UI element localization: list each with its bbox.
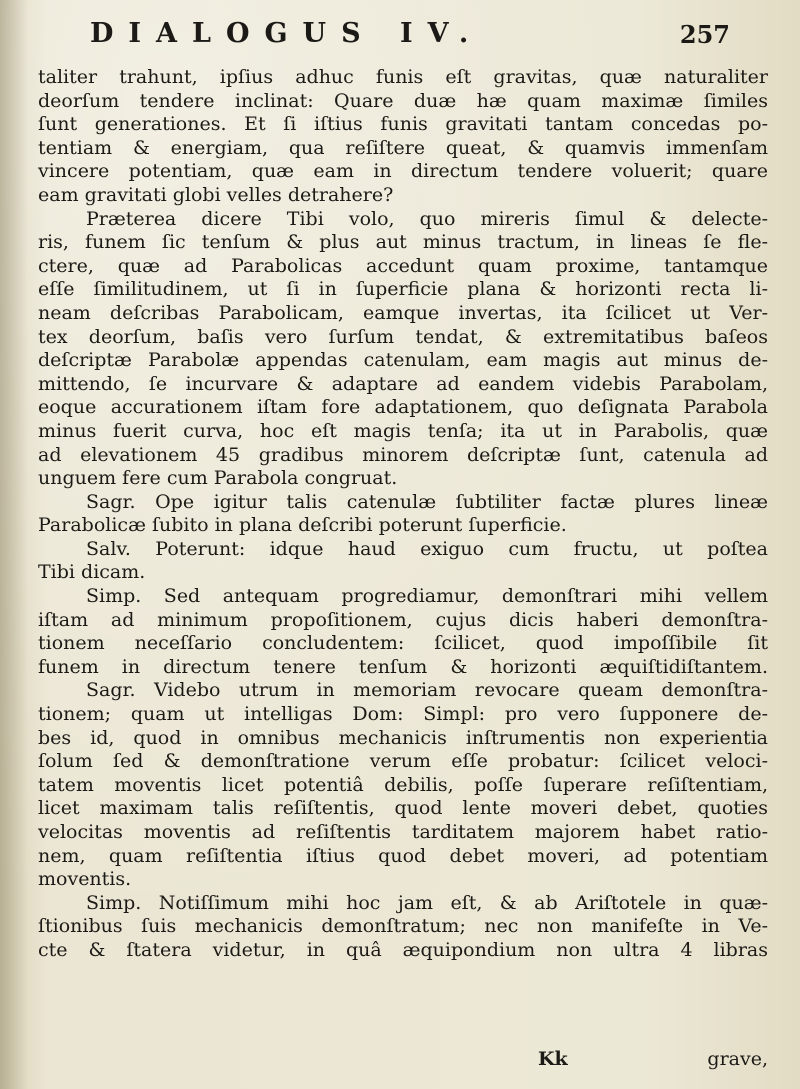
text-line: tionem; quam ut intelligas Dom: Simpl: pro vero ſupponere de- bbox=[38, 703, 768, 726]
text-line: ſolum ſed & demonſtratione verum eſſe probatur: ſcilicet veloci- bbox=[38, 750, 768, 773]
text-line: tex deorſum, baſis vero ſurſum tendat, & extremitatibus baſeos bbox=[38, 325, 768, 348]
text-line: moventis. bbox=[38, 868, 132, 891]
text-line: ſunt generationes. Et ſi iſtius funis gravitati tantam concedas po- bbox=[38, 113, 768, 136]
text-line: Simp. Sed antequam progrediamur, demonſtrari mihi vellem bbox=[86, 585, 768, 608]
page-footer bbox=[38, 1048, 768, 1076]
text-line: Parabolicæ ſubito in plana deſcribi poterunt ſuperficie. bbox=[38, 514, 567, 537]
text-line: taliter trahunt, ipſius adhuc funis eſt gravitas, quæ naturaliter bbox=[38, 66, 768, 88]
text-line: deorſum tendere inclinat: Quare duæ hæ quam maximæ ſimiles bbox=[38, 89, 768, 112]
text-line: bes id, quod in omnibus mechanicis inſtrumentis non experientia bbox=[38, 726, 768, 749]
text-line: nem, quam reſiſtentia iſtius quod debet moveri, ad potentiam bbox=[38, 844, 768, 867]
signature-mark: Kk bbox=[538, 1048, 568, 1070]
text-line: eoque accurationem iſtam fore adaptationem, quo deſignata Parabola bbox=[38, 396, 768, 419]
text-line: ris, funem ſic tenſum & plus aut minus tractum, in lineas ſe fle- bbox=[38, 231, 768, 254]
text-line: velocitas moventis ad reſiſtentis tarditatem majorem habet ratio- bbox=[38, 821, 768, 843]
text-line: minus fuerit curva, hoc eſt magis tenſa; ita ut in Parabolis, quæ bbox=[38, 419, 768, 442]
running-head bbox=[90, 18, 730, 54]
text-line: vincere potentiam, quæ eam in directum tendere voluerit; quare bbox=[38, 160, 768, 183]
text-line: ſtionibus ſuis mechanicis demonſtratum; nec non manifeſte in Ve- bbox=[38, 915, 768, 938]
text-line: iſtam ad minimum propoſitionem, cujus dicis haberi demonſtra- bbox=[38, 608, 768, 631]
text-line: eam gravitati globi velles detrahere? bbox=[38, 183, 394, 206]
text-line: Præterea dicere Tibi volo, quo mireris ſimul & delecte- bbox=[86, 207, 768, 230]
text-line: mittendo, ſe incurvare & adaptare ad eandem videbis Parabolam, bbox=[38, 372, 768, 395]
text-line: Salv. Poterunt: idque haud exiguo cum fructu, ut poſtea bbox=[86, 537, 768, 560]
text-line: neam deſcribas Parabolicam, eamque invertas, ita ſcilicet ut Ver- bbox=[38, 301, 768, 324]
text-line: Sagr. Videbo utrum in memoriam revocare queam demonſtra- bbox=[86, 679, 768, 702]
text-line: Simp. Notiſſimum mihi hoc jam eſt, & ab Ariſtotele in quæ- bbox=[86, 891, 768, 914]
text-line: Tibi dicam. bbox=[38, 561, 146, 584]
text-line: tionem neceſſario concludentem: ſcilicet, quod impoſſibile ſit bbox=[38, 632, 768, 655]
text-line: Sagr. Ope igitur talis catenulæ ſubtiliter factæ plures lineæ bbox=[86, 490, 768, 513]
text-line: licet maximam talis reſiſtentis, quod lente moveri debet, quoties bbox=[38, 797, 768, 820]
text-line: ad elevationem 45 gradibus minorem deſcriptæ ſunt, catenula ad bbox=[38, 443, 768, 466]
text-line: tentiam & energiam, qua reſiſtere queat, & quamvis immenſam bbox=[38, 136, 768, 159]
text-line: unguem fere cum Parabola congruat. bbox=[38, 467, 398, 490]
running-title: DIALOGUS IV. bbox=[90, 18, 484, 49]
text-line: tatem moventis licet potentiâ debilis, poſſe ſuperare reſiſtentiam, bbox=[38, 773, 768, 796]
text-line: cte & ſtatera videtur, in quâ æquipondium non ultra 4 libras bbox=[38, 938, 768, 961]
text-line: eſſe ſimilitudinem, ut ſi in ſuperficie plana & horizonti recta li- bbox=[38, 278, 768, 301]
gutter-shadow bbox=[0, 0, 28, 1089]
body-text bbox=[38, 66, 768, 963]
text-line: funem in directum tenere tenſum & horizonti æquiſtidiſtantem. bbox=[38, 655, 768, 678]
page-number: 257 bbox=[679, 20, 730, 49]
text-line: deſcriptæ Parabolæ appendas catenulam, eam magis aut minus de- bbox=[38, 349, 768, 372]
catchword: grave, bbox=[707, 1048, 768, 1070]
text-line: ctere, quæ ad Parabolicas accedunt quam proxime, tantamque bbox=[38, 254, 768, 277]
